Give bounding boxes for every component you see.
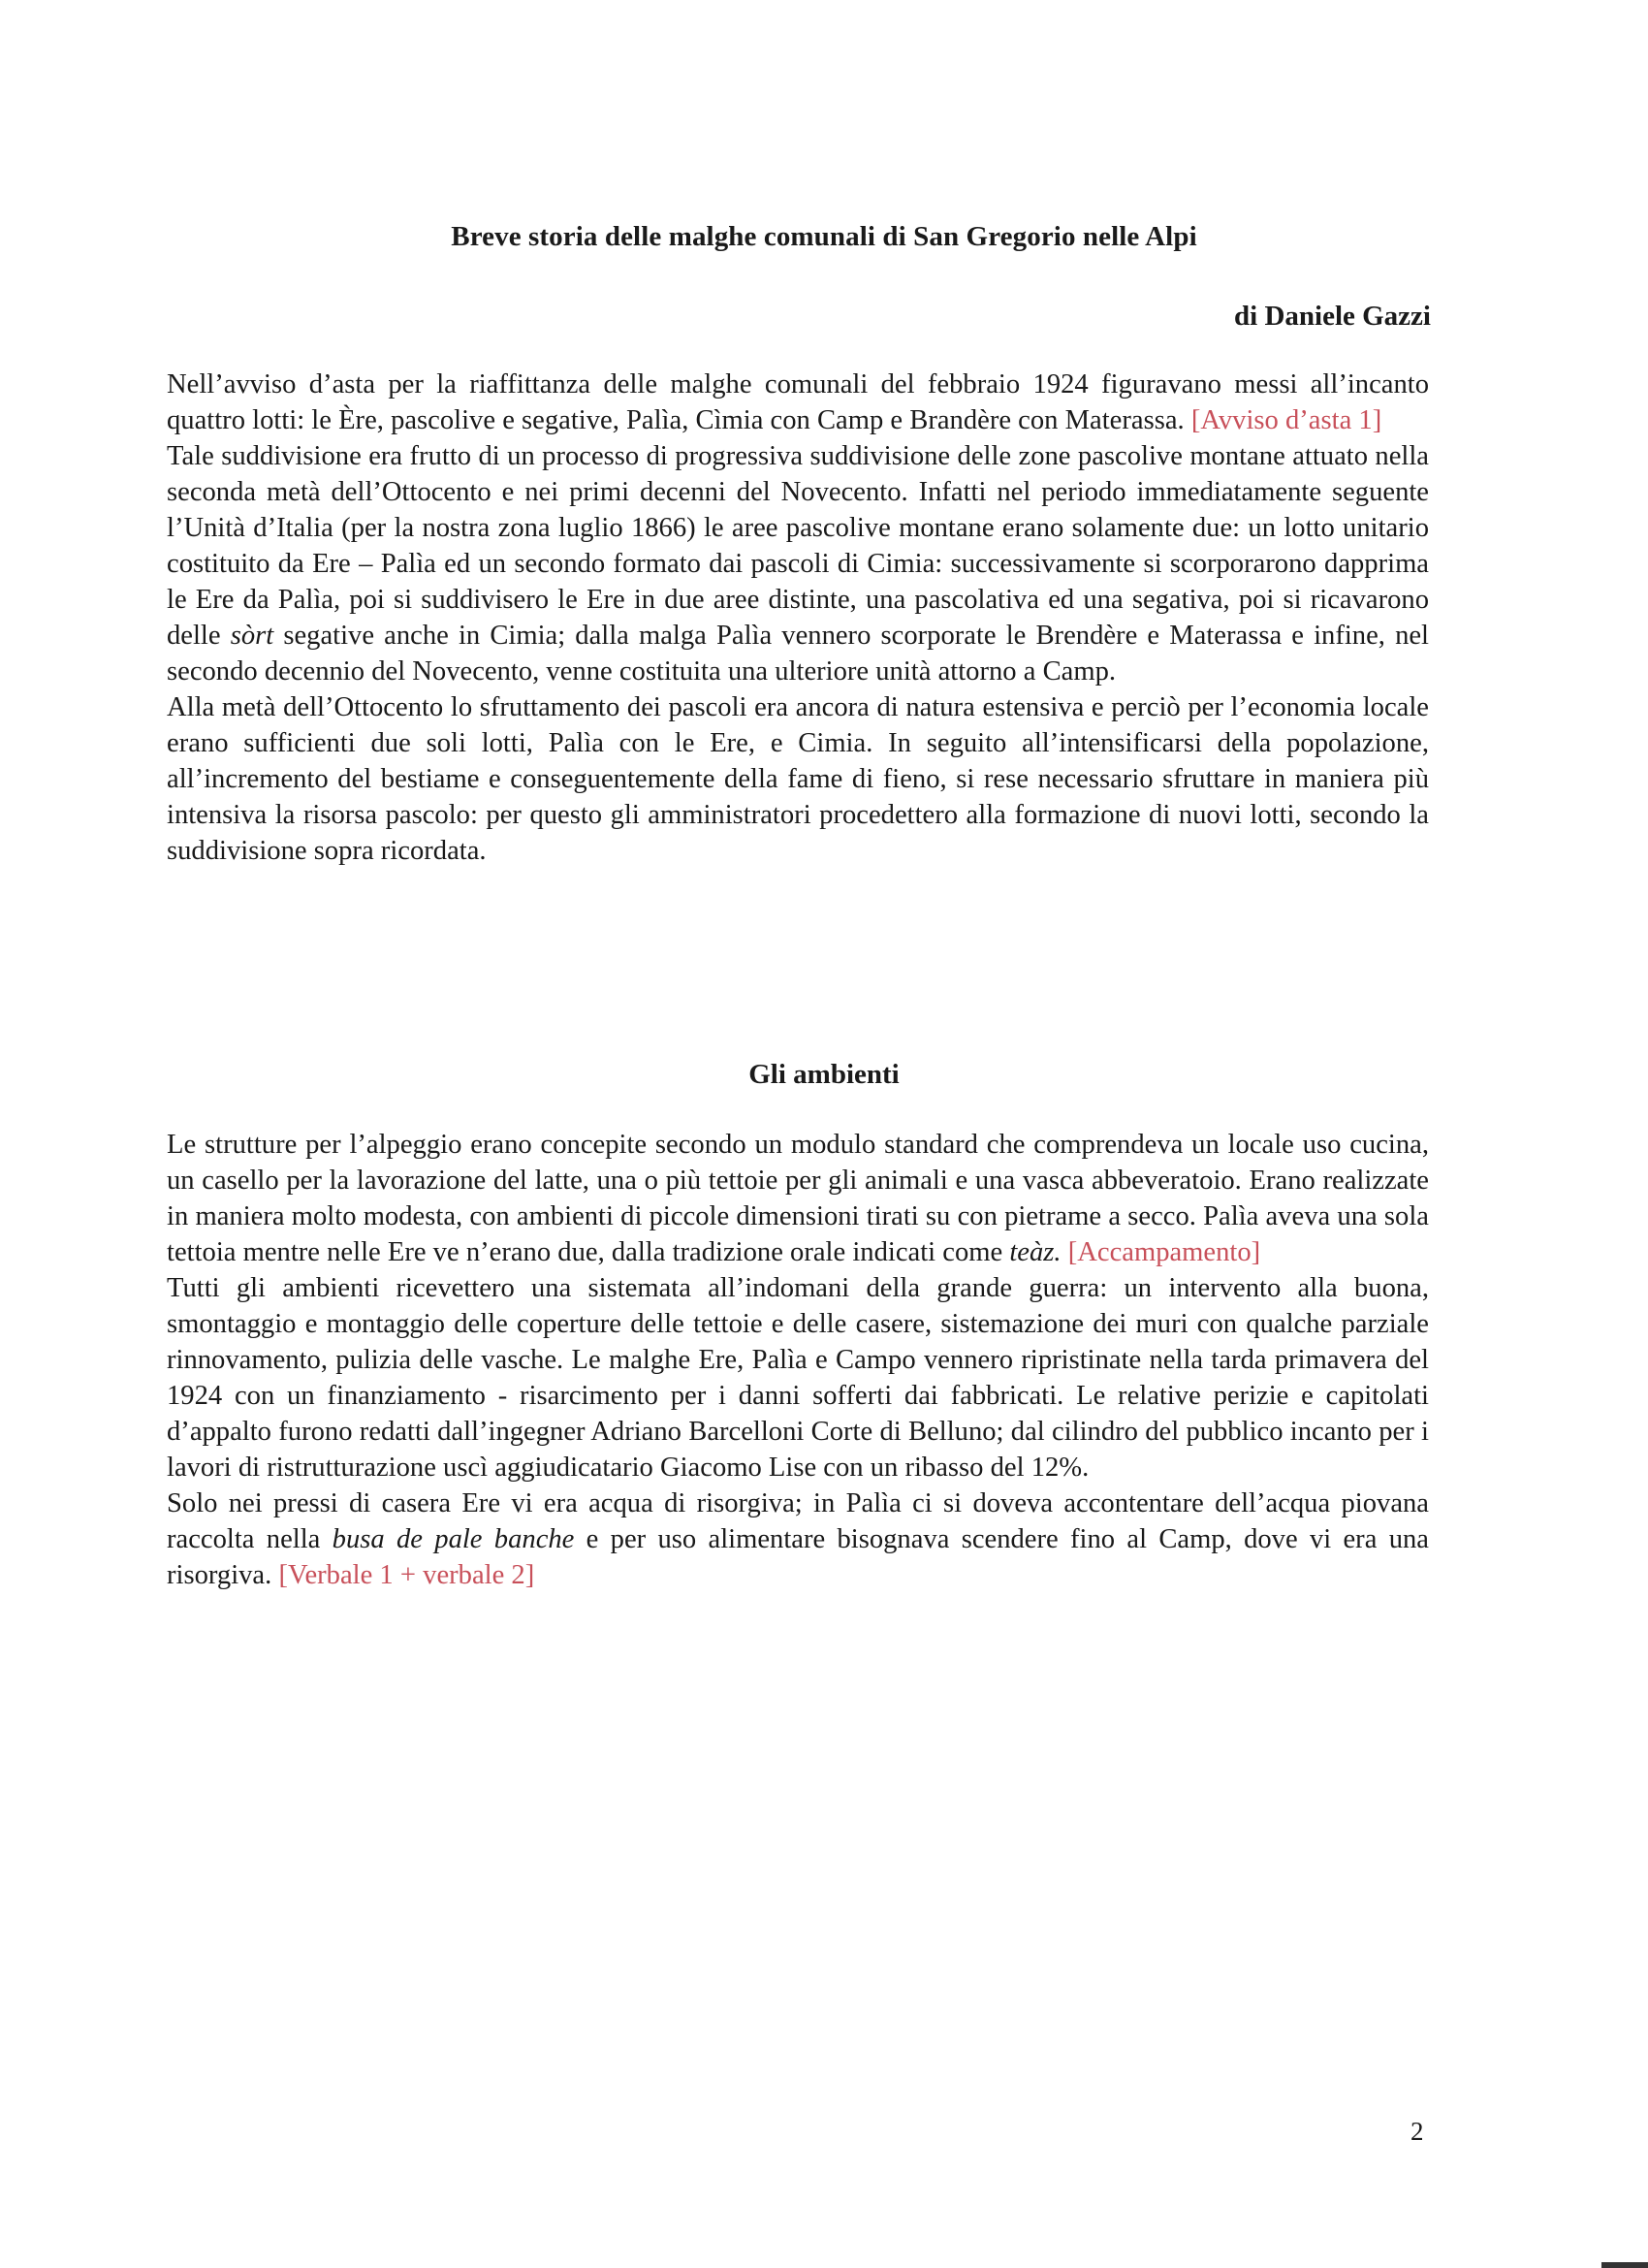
paragraph-suddivisione [167, 438, 1429, 689]
paragraph-text: Nell’avviso d’asta per la riaffittanza delle malghe comunali del febbraio 1924 figuravano messi all’incanto quattro lotti: le Ère, pascolive e segative, Palìa, Cìmia con Camp e Brandère con Materassa. [167, 369, 1429, 435]
paragraph-avviso [167, 367, 1429, 438]
link-accampamento[interactable]: [Accampamento] [1067, 1237, 1261, 1267]
page-number: 2 [1410, 2117, 1424, 2146]
paragraph-sistemata: Tutti gli ambienti ricevettero una sistemata all’indomani della grande guerra: un intervento alla buona, smontaggio e montaggio delle coperture delle tettoie e delle casere, sistemazione dei muri con qualche parziale rinnovamento, pulizia delle vasche. Le malghe Ere, Palìa e Campo vennero ripristinate nella tarda primavera del 1924 con un finanziamento - risarcimento per i danni sofferti dai fabbricati. Le relative perizie e capitolati d’appalto furono redatti dall’ingegner Adriano Barcelloni Corte di Belluno; dal cilindro del pubblico incanto per i lavori di ristrutturazione uscì aggiudicatario Giacomo Lise con un ribasso del 12%. [167, 1273, 1429, 1483]
document-title: Breve storia delle malghe comunali di San Gregorio nelle Alpi [451, 221, 1197, 252]
paragraph-text: segative anche in Cimia; dalla malga Palìa vennero scorporate le Brendère e Materassa e infine, nel secondo decennio del Novecento, venne costituita una ulteriore unità attorno a Camp. [167, 621, 1429, 687]
document-author: di Daniele Gazzi [1234, 301, 1431, 332]
intro-section [167, 367, 1429, 869]
ambienti-section [167, 1127, 1429, 1593]
spacer [1062, 1237, 1068, 1267]
paragraph-text: e per uso alimentare bisognava scendere fino al Camp, dove vi era una risorgiva. [167, 1524, 1429, 1590]
paragraph-acqua [167, 1485, 1429, 1593]
italic-term-busa: busa de pale banche [332, 1524, 575, 1554]
section-title-gli-ambienti: Gli ambienti [748, 1059, 900, 1090]
scan-edge-mark [1601, 2262, 1648, 2268]
paragraph-text: Le strutture per l’alpeggio erano concepite secondo un modulo standard che comprendeva un locale uso cucina, un casello per la lavorazione del latte, una o più tettoie per gli animali e una vasca abbeveratoio. Erano realizzate in maniera molto modesta, con ambienti di piccole dimensioni tirati su con pietrame a secco. Palìa aveva una sola tettoia mentre nelle Ere ve n’erano due, dalla tradizione orale indicati come [167, 1130, 1429, 1267]
paragraph-text: Solo nei pressi di casera Ere vi era acqua di risorgiva; in Palìa ci si doveva accontentare dell’acqua piovana raccolta nella [167, 1488, 1429, 1554]
paragraph-strutture [167, 1127, 1429, 1270]
paragraph-ottocento: Alla metà dell’Ottocento lo sfruttamento dei pascoli era ancora di natura estensiva e perciò per l’economia locale erano sufficienti due soli lotti, Palìa con le Ere, e Cimia. In seguito all’intensificarsi della popolazione, all’incremento del bestiame e conseguentemente della fame di fieno, si rese necessario sfruttare in maniera più intensiva la risorsa pascolo: per questo gli amministratori procedettero alla formazione di nuovi lotti, secondo la suddivisione sopra ricordata. [167, 692, 1429, 866]
italic-term-sort: sòrt [230, 621, 274, 651]
link-verbale[interactable]: [Verbale 1 + verbale 2] [278, 1560, 535, 1590]
link-avviso-asta-1[interactable]: [Avviso d’asta 1] [1190, 405, 1382, 435]
paragraph-text: Tale suddivisione era frutto di un processo di progressiva suddivisione delle zone pascolive montane attuato nella seconda metà dell’Ottocento e nei primi decenni del Novecento. Infatti nel periodo immediatamente seguente l’Unità d’Italia (per la nostra zona luglio 1866) le aree pascolive montane erano solamente due: un lotto unitario costituito da Ere – Palìa ed un secondo formato dai pascoli di Cimia: successivamente si scorporarono dapprima le Ere da Palìa, poi si suddivisero le Ere in due aree distinte, una pascolativa ed una segativa, poi si ricavarono delle [167, 441, 1429, 651]
italic-term-teaz: teàz. [1009, 1237, 1062, 1267]
